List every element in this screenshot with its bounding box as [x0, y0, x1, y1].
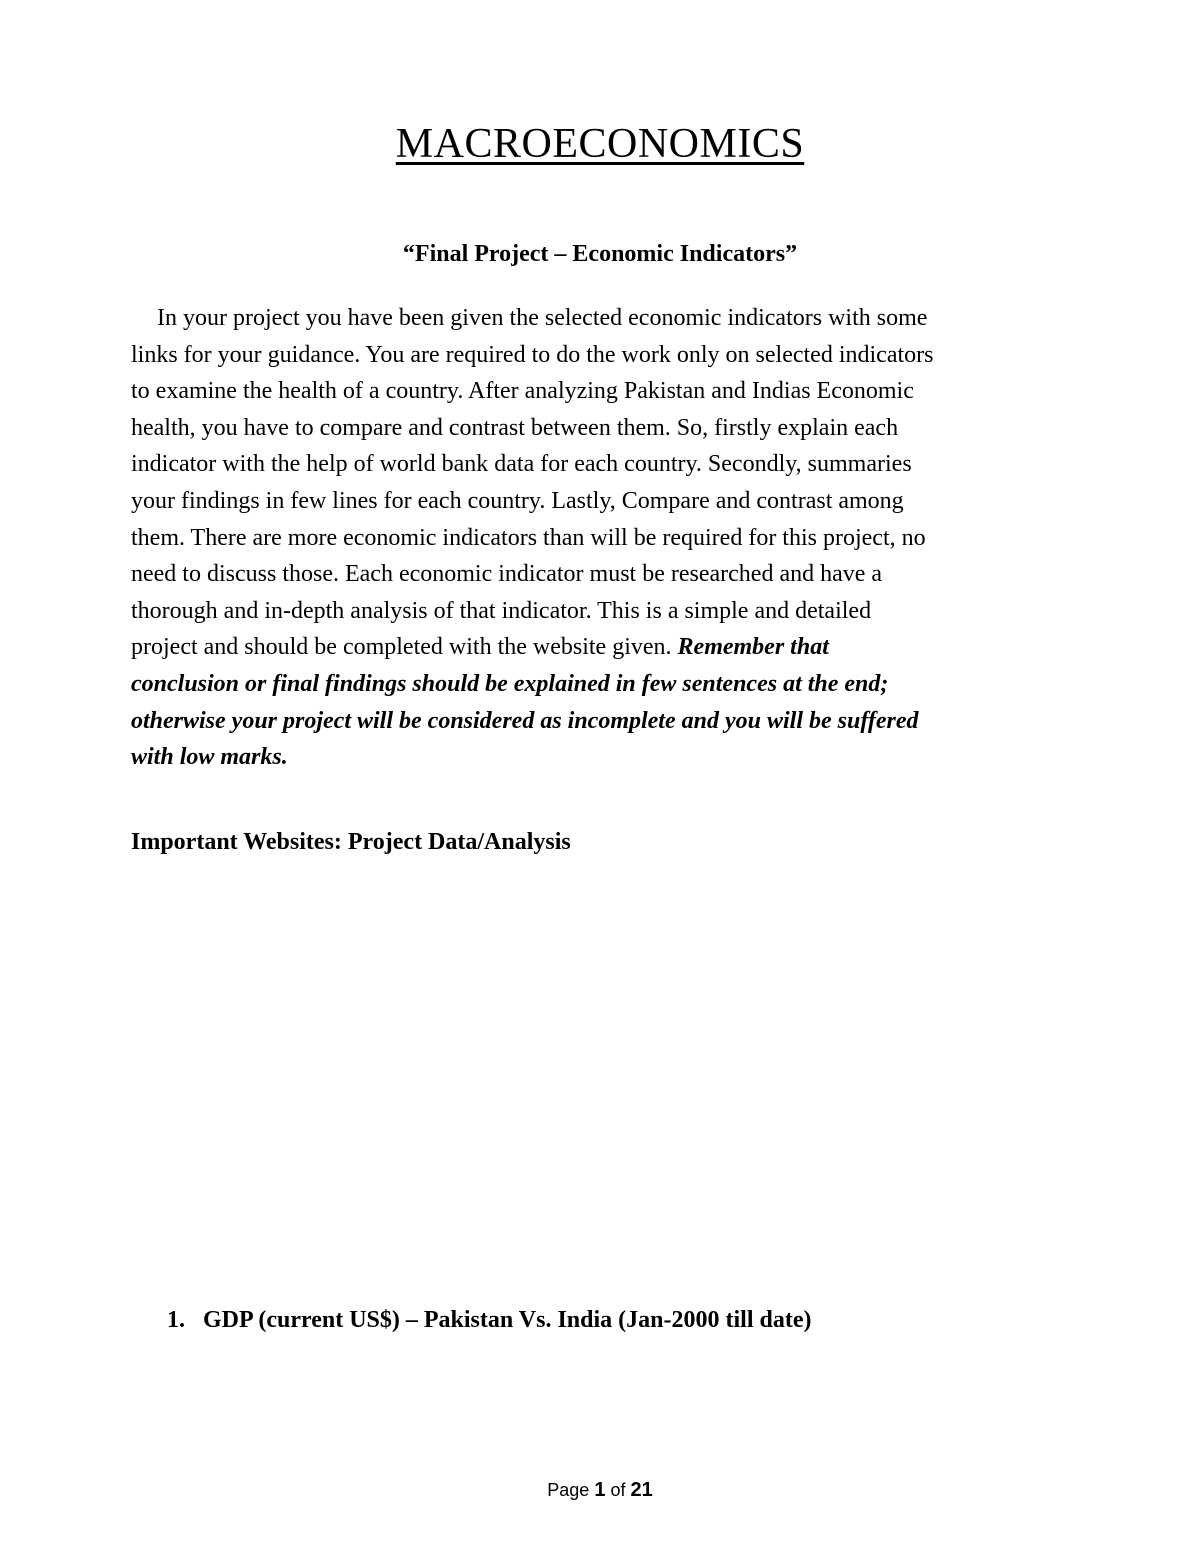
body-line: them. There are more economic indicators than will be required for this project, no — [131, 524, 926, 551]
list-item-text: GDP (current US$) – Pakistan Vs. India (Jan-2000 till date) — [203, 1307, 812, 1333]
list-item-gdp — [167, 1302, 811, 1338]
page-footer — [0, 1477, 1200, 1503]
document-subtitle: “Final Project – Economic Indicators” — [402, 241, 798, 267]
emphasis-line: otherwise your project will be considered as incomplete and you will be suffered — [131, 707, 919, 734]
body-line: thorough and in-depth analysis of that indicator. This is a simple and detailed — [131, 597, 872, 624]
of-label: of — [610, 1480, 626, 1500]
body-line: indicator with the help of world bank data for each country. Secondly, summaries — [131, 451, 912, 478]
body-line: project and should be completed with the website given. Remember that — [131, 634, 829, 661]
emphasis-line: conclusion or final findings should be explained in few sentences at the end; — [131, 670, 889, 697]
body-line: need to discuss those. Each economic indicator must be researched and have a — [131, 561, 883, 588]
page-label: Page — [547, 1480, 590, 1500]
document-title: MACROECONOMICS — [395, 121, 805, 167]
total-pages: 21 — [630, 1479, 653, 1501]
body-line: links for your guidance. You are required to do the work only on selected indicators — [131, 341, 934, 368]
body-line: health, you have to compare and contrast between them. So, firstly explain each — [131, 414, 899, 441]
body-line: your findings in few lines for each country. Lastly, Compare and contrast among — [131, 487, 904, 514]
body-line: to examine the health of a country. After analyzing Pakistan and Indias Economic — [131, 378, 914, 405]
body-paragraph — [131, 300, 1066, 776]
emphasis-text: Remember that — [677, 634, 829, 661]
list-number: 1. — [167, 1307, 185, 1333]
body-line: In your project you have been given the selected economic indicators with some — [157, 305, 928, 331]
websites-heading: Important Websites: Project Data/Analysis — [131, 829, 571, 855]
emphasis-line: with low marks. — [131, 744, 288, 771]
page-number: 1 — [594, 1479, 606, 1501]
